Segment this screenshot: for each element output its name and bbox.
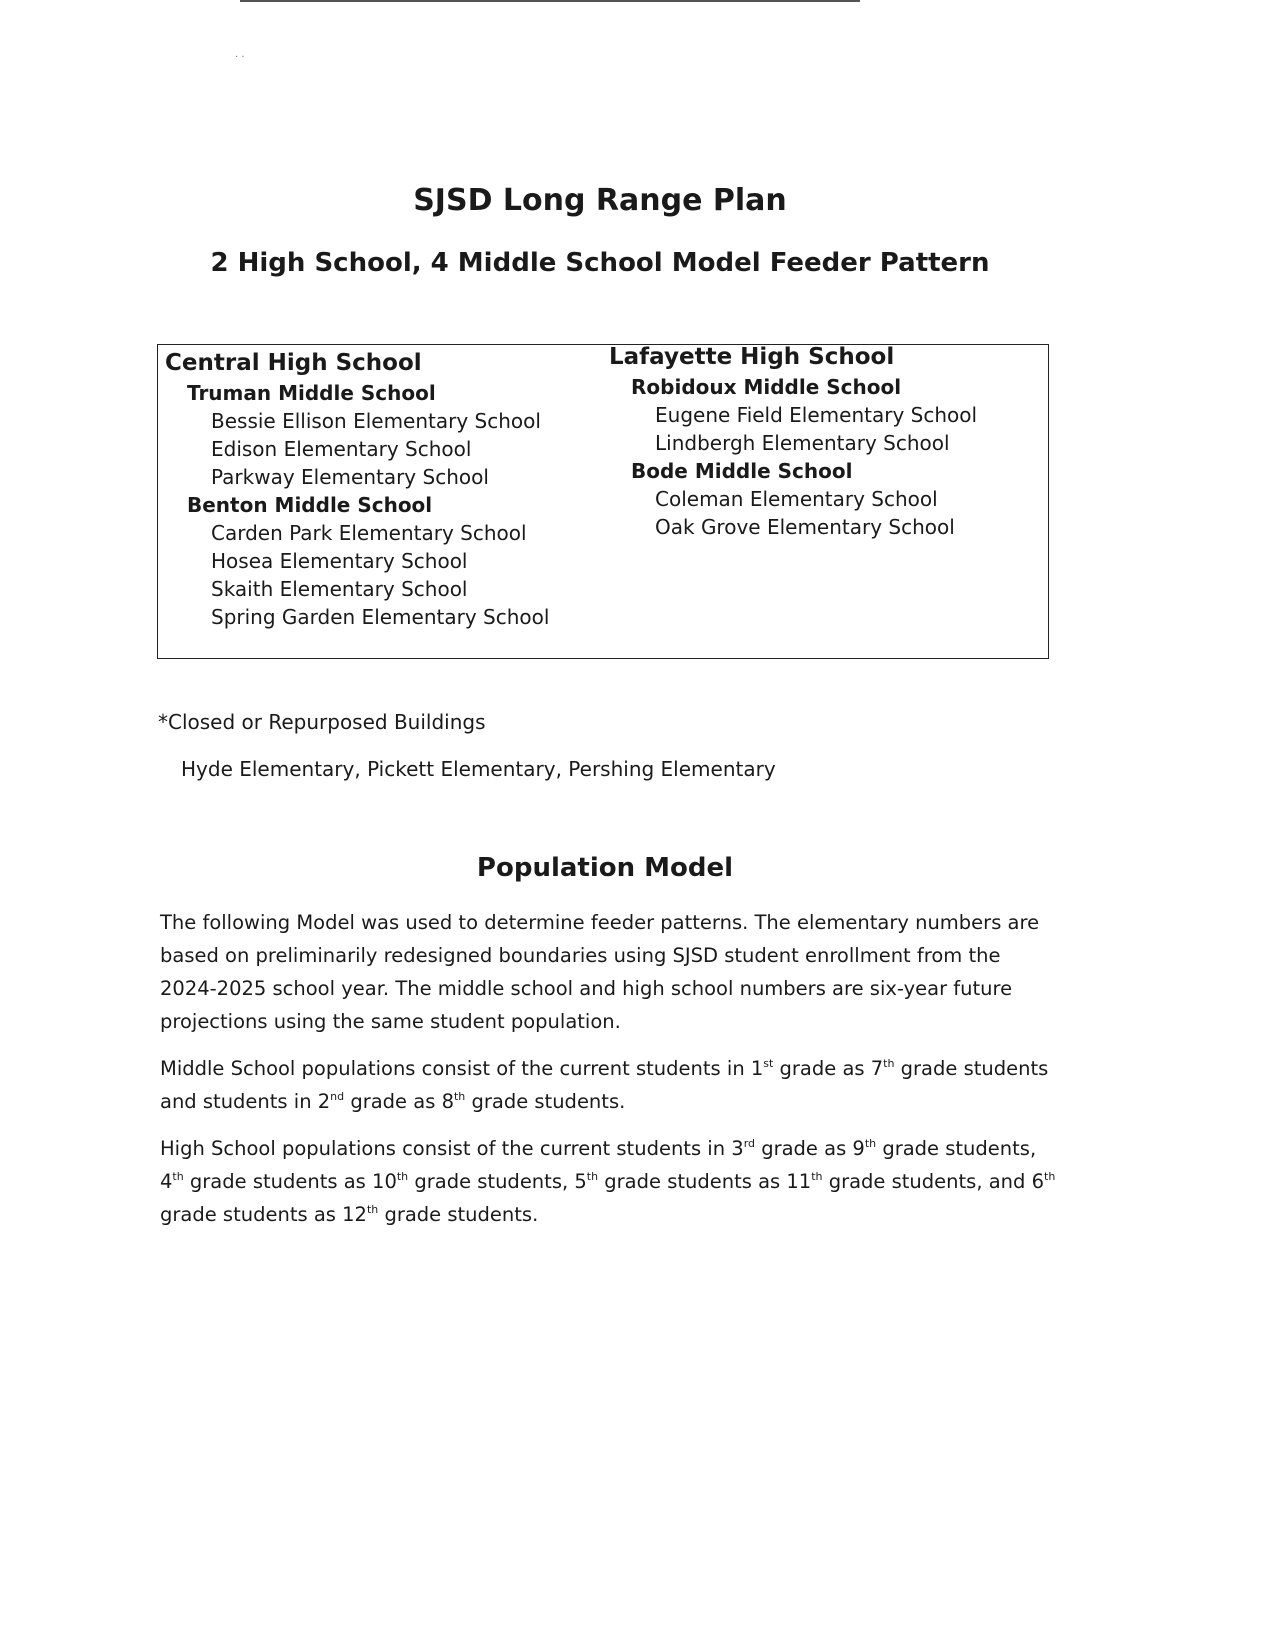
ordinal-suffix: th: [864, 1137, 877, 1150]
text-run: grade students as 10: [183, 1170, 397, 1193]
lafayette-high-column: [609, 341, 977, 541]
text-run: grade students, and 6: [822, 1170, 1045, 1193]
ordinal-suffix: th: [1044, 1170, 1056, 1183]
feeder-pattern-box: [157, 344, 1049, 659]
elementary-school-name: Spring Garden Elementary School: [211, 605, 550, 629]
ordinal-suffix: th: [586, 1170, 599, 1183]
closed-buildings-label: *Closed or Repurposed Buildings: [158, 710, 486, 734]
elementary-school-name: Eugene Field Elementary School: [655, 403, 978, 427]
text-run: grade students as 11: [598, 1170, 812, 1193]
text-run: grade students.: [465, 1090, 626, 1113]
text-run: grade students.: [378, 1203, 539, 1226]
population-model-heading: Population Model: [476, 853, 734, 883]
scan-top-rule: [240, 0, 860, 2]
text-run: grade students, 4: [160, 1137, 1037, 1193]
elementary-school-name: Skaith Elementary School: [211, 577, 468, 601]
middle-school-name: Benton Middle School: [187, 493, 433, 517]
text-run: grade as 7: [773, 1057, 884, 1080]
elementary-school-name: Coleman Elementary School: [655, 487, 938, 511]
text-run: High School populations consist of the current students in 3: [160, 1137, 744, 1160]
ordinal-suffix: st: [763, 1057, 774, 1070]
elementary-school-name: Lindbergh Elementary School: [655, 431, 950, 455]
population-model-paragraph-2: [160, 1052, 1060, 1118]
elementary-school-name: Oak Grove Elementary School: [655, 515, 955, 539]
scan-artifact: · ·: [235, 52, 245, 63]
ordinal-suffix: th: [453, 1090, 466, 1103]
ordinal-suffix: th: [172, 1170, 184, 1183]
ordinal-suffix: th: [366, 1203, 379, 1216]
middle-school-name: Robidoux Middle School: [631, 375, 902, 399]
text-run: grade students, 5: [408, 1170, 587, 1193]
elementary-school-name: Edison Elementary School: [211, 437, 472, 461]
elementary-school-name: Parkway Elementary School: [211, 465, 489, 489]
central-high-column: [165, 347, 549, 631]
elementary-school-name: Hosea Elementary School: [211, 549, 468, 573]
text-run: grade students and students in 2: [160, 1057, 1049, 1113]
population-model-paragraph-1: The following Model was used to determine feeder patterns. The elementary numbers are based on preliminarily redesigned boundaries using SJSD student enrollment from the 2024-2025 school year. The middle school and high school numbers are six-year future projections using the same student population.: [160, 911, 1040, 1033]
text-run: grade as 9: [755, 1137, 865, 1160]
document-subtitle: 2 High School, 4 Middle School Model Feeder Pattern: [210, 248, 990, 278]
text-run: grade students as 12: [160, 1203, 367, 1226]
text-run: grade as 8: [344, 1090, 454, 1113]
text-run: Middle School populations consist of the current students in 1: [160, 1057, 764, 1080]
elementary-school-name: Carden Park Elementary School: [211, 521, 527, 545]
ordinal-suffix: th: [883, 1057, 895, 1070]
ordinal-suffix: th: [396, 1170, 409, 1183]
elementary-school-name: Bessie Ellison Elementary School: [211, 409, 541, 433]
document-title: SJSD Long Range Plan: [413, 183, 787, 218]
ordinal-suffix: rd: [743, 1137, 755, 1150]
population-model-paragraph-3: [160, 1132, 1060, 1231]
closed-buildings-list: Hyde Elementary, Pickett Elementary, Pershing Elementary: [181, 757, 776, 781]
ordinal-suffix: nd: [330, 1090, 345, 1103]
middle-school-name: Truman Middle School: [187, 381, 436, 405]
middle-school-name: Bode Middle School: [631, 459, 853, 483]
ordinal-suffix: th: [811, 1170, 823, 1183]
high-school-name: Central High School: [165, 350, 422, 376]
high-school-name: Lafayette High School: [609, 344, 895, 370]
